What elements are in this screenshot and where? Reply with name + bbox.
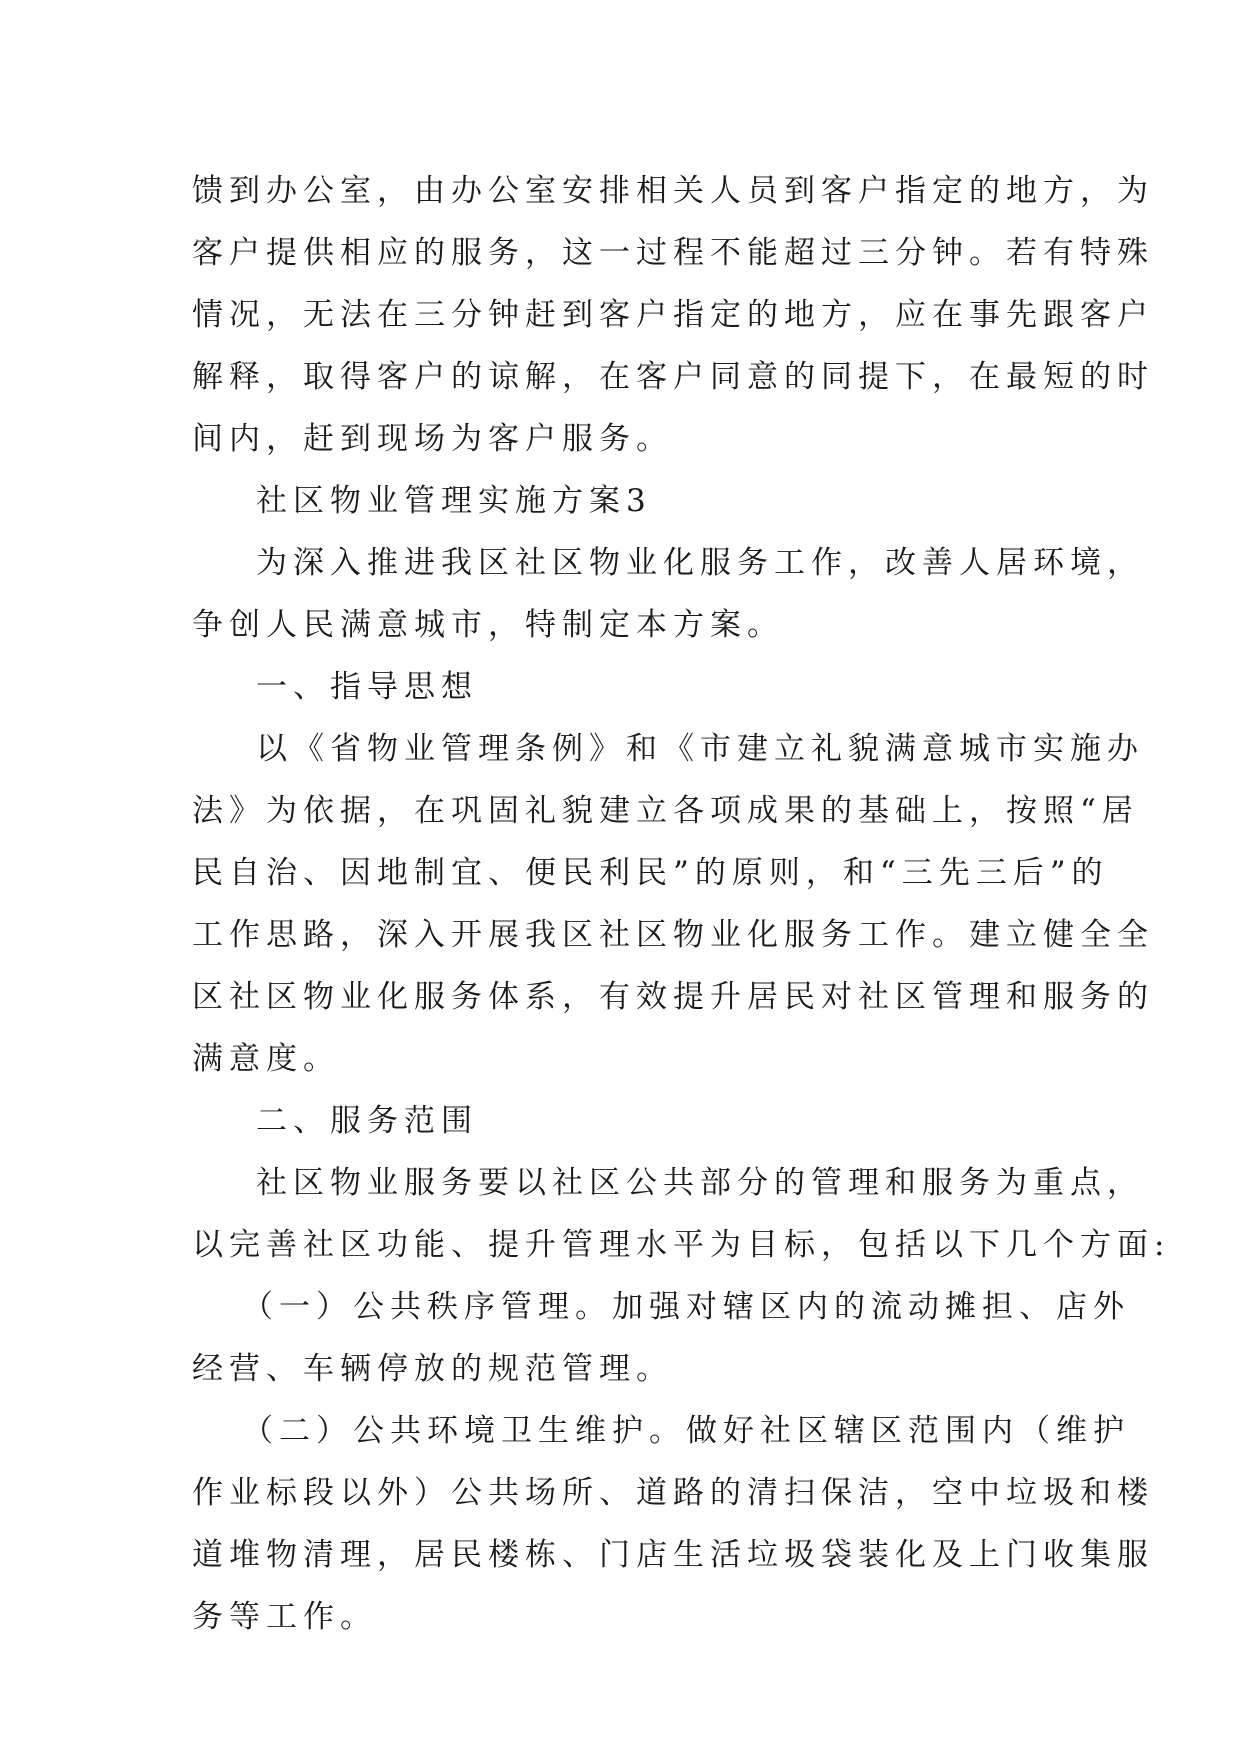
section-heading: 一、指导思想 — [256, 669, 478, 705]
body-line: 法》为依据，在巩固礼貌建立各项成果的基础上，按照“居 — [192, 793, 1139, 829]
body-line: 为深入推进我区社区物业化服务工作，改善人居环境， — [256, 545, 1144, 581]
body-line: 情况，无法在三分钟赶到客户指定的地方，应在事先跟客户 — [192, 297, 1154, 333]
body-line: 工作思路，深入开展我区社区物业化服务工作。建立健全全 — [192, 917, 1154, 953]
body-line: 道堆物清理，居民楼栋、门店生活垃圾袋装化及上门收集服 — [192, 1537, 1154, 1573]
body-line: 作业标段以外）公共场所、道路的清扫保洁，空中垃圾和楼 — [192, 1475, 1154, 1511]
body-line: 间内，赶到现场为客户服务。 — [192, 421, 673, 457]
body-line: 民自治、因地制宜、便民利民”的原则，和“三先三后”的 — [192, 855, 1109, 891]
body-line: 社区物业服务要以社区公共部分的管理和服务为重点， — [256, 1165, 1144, 1201]
body-line: 客户提供相应的服务，这一过程不能超过三分钟。若有特殊 — [192, 235, 1154, 271]
body-line: 以完善社区功能、提升管理水平为目标，包括以下几个方面: — [192, 1227, 1171, 1263]
body-line: 以《省物业管理条例》和《市建立礼貌满意城市实施办 — [256, 731, 1144, 767]
body-line: 经营、车辆停放的规范管理。 — [192, 1351, 673, 1387]
body-line: 区社区物业化服务体系，有效提升居民对社区管理和服务的 — [192, 979, 1154, 1015]
body-line: 解释，取得客户的谅解，在客户同意的同提下，在最短的时 — [192, 359, 1154, 395]
document-body — [192, 160, 1171, 1648]
section-heading: 二、服务范围 — [256, 1103, 478, 1139]
body-line: 满意度。 — [192, 1041, 340, 1077]
body-line: （一）公共秩序管理。加强对辖区内的流动摊担、店外 — [242, 1289, 1130, 1325]
section-title: 社区物业管理实施方案3 — [256, 483, 652, 519]
body-line: 馈到办公室，由办公室安排相关人员到客户指定的地方，为 — [192, 173, 1154, 209]
body-line: 争创人民满意城市，特制定本方案。 — [192, 607, 784, 643]
body-line: （二）公共环境卫生维护。做好社区辖区范围内（维护 — [242, 1413, 1130, 1449]
body-line: 务等工作。 — [192, 1599, 377, 1635]
